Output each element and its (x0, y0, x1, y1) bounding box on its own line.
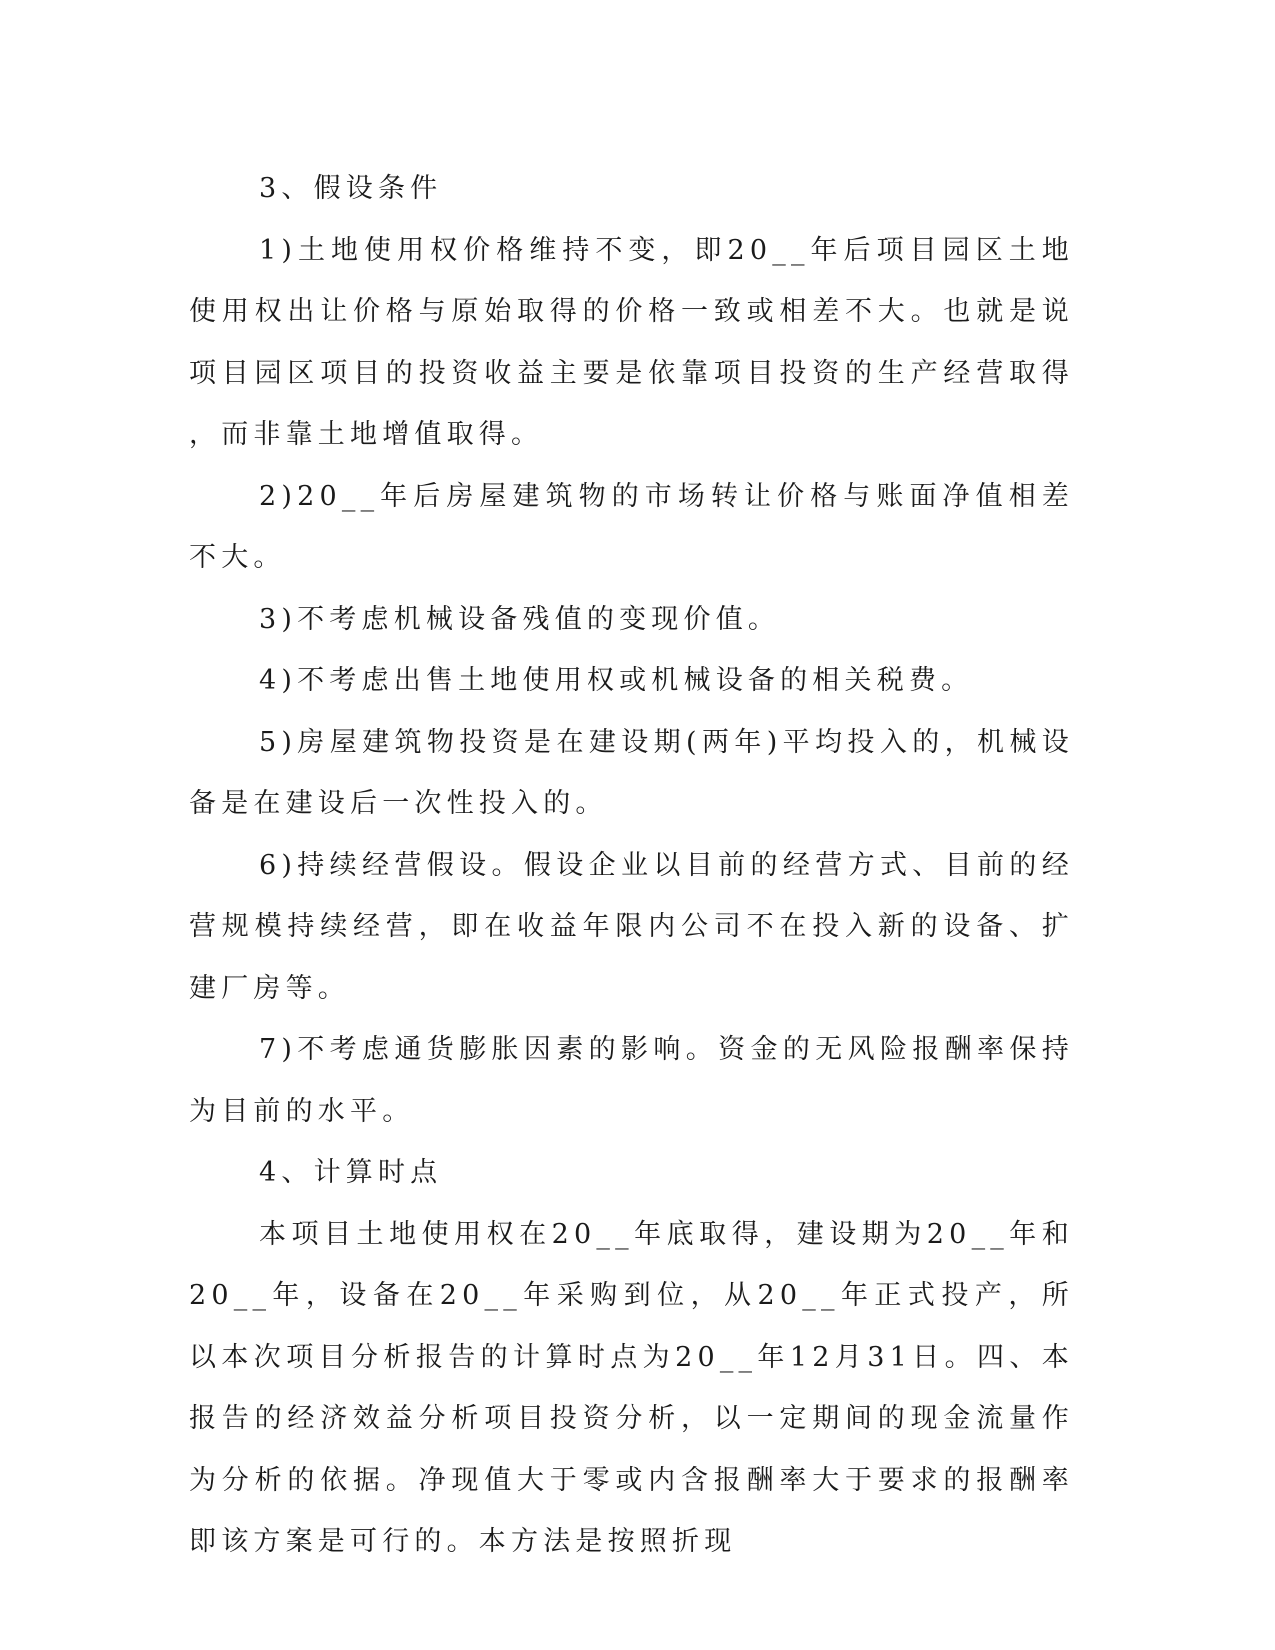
assumption-paragraph-1: 1)土地使用权价格维持不变，即20__年后项目园区土地使用权出让价格与原始取得的价格一致或相差不大。也就是说项目园区项目的投资收益主要是依靠项目投资的生产经营取得，而非靠土地增值取得。 (189, 234, 1074, 450)
assumption-paragraph-7: 7)不考虑通货膨胀因素的影响。资金的无风险报酬率保持为目前的水平。 (189, 1034, 1074, 1127)
section-heading-assumptions: 3、假设条件 (259, 173, 443, 204)
assumption-paragraph-4: 4)不考虑出售土地使用权或机械设备的相关税费。 (259, 665, 974, 696)
assumption-paragraph-6: 6)持续经营假设。假设企业以目前的经营方式、目前的经营规模持续经营，即在收益年限内公司不在投入新的设备、扩建厂房等。 (189, 849, 1074, 1004)
assumption-paragraph-3: 3)不考虑机械设备残值的变现价值。 (259, 603, 781, 635)
section-heading-calculation-point: 4、计算时点 (259, 1157, 443, 1188)
document-body (189, 158, 1074, 1573)
calculation-point-paragraph: 本项目土地使用权在20__年底取得，建设期为20__年和20__年，设备在20__年采购到位，从20__年正式投产，所以本次项目分析报告的计算时点为20__年12月31日。四、本报告的经济效益分析项目投资分析，以一定期间的现金流量作为分析的依据。净现值大于零或内含报酬率大于要求的报酬率即该方案是可行的。本方法是按照折现 (189, 1218, 1074, 1557)
assumption-paragraph-2: 2)20__年后房屋建筑物的市场转让价格与账面净值相差不大。 (189, 480, 1074, 573)
assumption-paragraph-5: 5)房屋建筑物投资是在建设期(两年)平均投入的，机械设备是在建设后一次性投入的。 (189, 726, 1074, 819)
